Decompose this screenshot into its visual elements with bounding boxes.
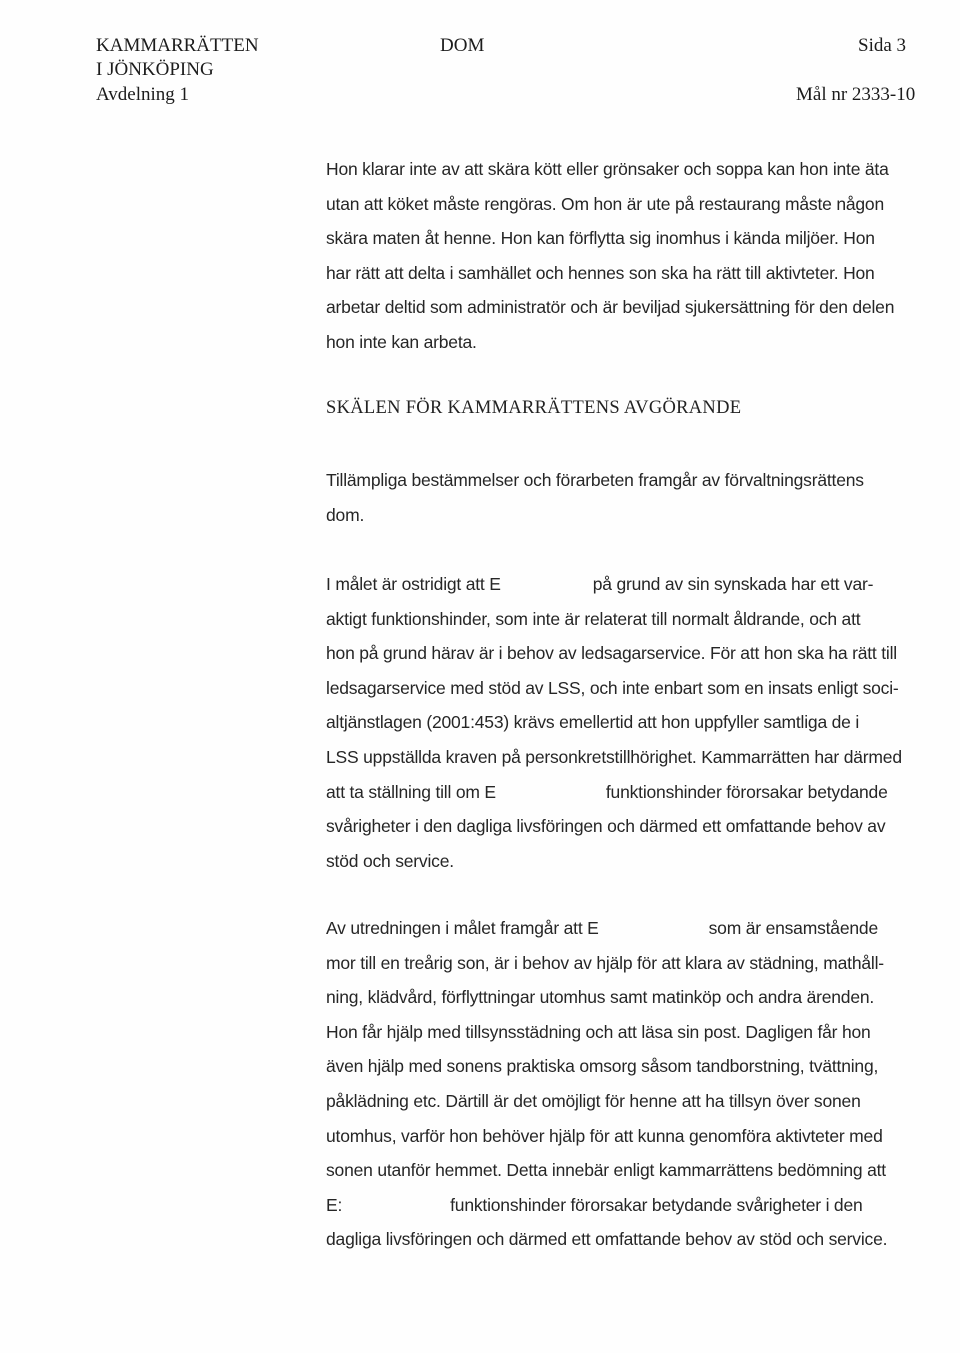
text-line-redacted: [326, 911, 930, 946]
text-line: dom.: [326, 504, 365, 525]
page-number: Sida 3: [858, 35, 907, 56]
text-line: dagliga livsföringen och därmed ett omfattande behov av stöd och service.: [326, 1229, 888, 1250]
text-fragment: I målet är ostridigt att E: [326, 574, 501, 594]
court-name: KAMMARRÄTTEN: [96, 35, 259, 56]
text-fragment: på grund av sin synskada har ett var-: [592, 574, 874, 594]
text-line: utomhus, varför hon behöver hjälp för att kunna genomföra aktivteter med: [326, 1125, 883, 1146]
text-line: hon inte kan arbeta.: [326, 331, 477, 352]
text-line-redacted: [326, 775, 930, 810]
text-line: ning, klädvård, förflyttningar utomhus samt matinköp och andra ärenden.: [326, 987, 875, 1008]
text-line: utan att köket måste rengöras. Om hon är ute på restaurang måste någon: [326, 193, 884, 214]
court-city: I JÖNKÖPING: [96, 59, 214, 80]
text-line: aktigt funktionshinder, som inte är relaterat till normalt åldrande, och att: [326, 608, 861, 629]
text-fragment: som är ensamstående: [708, 918, 878, 938]
text-line: ledsagarservice med stöd av LSS, och inte enbart som en insats enligt soci-: [326, 677, 899, 698]
text-fragment: funktionshinder förorsakar betydande svårigheter i den: [450, 1194, 863, 1215]
text-line: sonen utanför hemmet. Detta innebär enligt kammarrättens bedömning att: [326, 1160, 886, 1181]
text-line: Tillämpliga bestämmelser och förarbeten framgår av förvaltningsrättens: [326, 470, 864, 490]
text-line: Hon får hjälp med tillsynsstädning och att läsa sin post. Dagligen får hon: [326, 1021, 871, 1042]
text-line: LSS uppställda kraven på personkretstillhörighet. Kammarrätten har därmed: [326, 746, 902, 767]
document-type: DOM: [440, 35, 485, 56]
text-line: arbetar deltid som administratör och är beviljad sjukersättning för den delen: [326, 297, 895, 318]
text-line-redacted: [326, 567, 930, 602]
paragraph-background: [326, 152, 930, 360]
text-fragment: att ta ställning till om E: [326, 781, 496, 802]
text-fragment: E:: [326, 1194, 343, 1215]
case-number: Mål nr 2333-10: [796, 84, 916, 105]
paragraph-legal-basis: [326, 463, 930, 532]
paragraph-assessment: [326, 567, 930, 878]
text-line: hon på grund härav är i behov av ledsagarservice. För att hon ska ha rätt till: [326, 643, 897, 664]
text-line: även hjälp med sonens praktiska omsorg såsom tandborstning, tvättning,: [326, 1056, 879, 1077]
text-fragment: funktionshinder förorsakar betydande: [605, 781, 888, 802]
text-line: har rätt att delta i samhället och hennes son ska ha rätt till aktivteter. Hon: [326, 262, 875, 283]
text-line: påklädning etc. Därtill är det omöjligt för henne att ha tillsyn över sonen: [326, 1090, 861, 1111]
text-line: svårigheter i den dagliga livsföringen och därmed ett omfattande behov av: [326, 816, 886, 837]
text-fragment: Av utredningen i målet framgår att E: [326, 918, 599, 938]
text-line: stöd och service.: [326, 850, 454, 871]
court-division: Avdelning 1: [96, 84, 190, 105]
text-line: mor till en treårig son, är i behov av hjälp för att klara av städning, mathåll-: [326, 952, 884, 973]
section-heading: SKÄLEN FÖR KAMMARRÄTTENS AVGÖRANDE: [326, 398, 742, 418]
text-line: altjänstlagen (2001:453) krävs emellertid att hon uppfyller samtliga de i: [326, 712, 860, 733]
text-line-redacted: [326, 1188, 930, 1223]
text-line: Hon klarar inte av att skära kött eller grönsaker och soppa kan hon inte äta: [326, 159, 889, 179]
text-line: skära maten åt henne. Hon kan förflytta sig inomhus i kända miljöer. Hon: [326, 228, 875, 249]
paragraph-investigation: [326, 911, 930, 1257]
